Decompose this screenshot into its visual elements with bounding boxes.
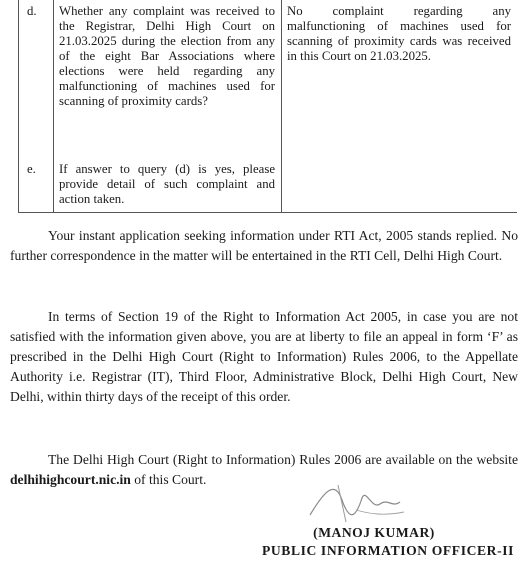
appeal-paragraph xyxy=(10,307,518,407)
table-column-divider xyxy=(53,0,54,212)
handwritten-signature xyxy=(300,470,410,530)
rules-text: The Delhi High Court (Right to Information) Rules 2006 are available on the website xyxy=(48,452,518,467)
rules-availability-paragraph xyxy=(10,450,518,490)
row-d-number: d. xyxy=(27,4,37,18)
row-d-query: Whether any complaint was received to the Registrar, Delhi High Court on 21.03.2025 during the election from any of the eight Bar Associations where elections were held regarding any malfunctioning of machines used for scanning of proximity cards? xyxy=(59,4,275,108)
table-column-divider xyxy=(281,0,282,212)
officer-name: (MANOJ KUMAR) xyxy=(313,525,435,540)
row-d-reply: No complaint regarding any malfunctioning of machines used for scanning of proximity cards was received in this Court on 21.03.2025. xyxy=(287,4,511,63)
row-e-number: e. xyxy=(27,162,36,176)
rules-text-end: of this Court. xyxy=(130,472,207,487)
website-link[interactable]: delhihighcourt.nic.in xyxy=(10,472,131,487)
reply-status-paragraph xyxy=(10,226,518,266)
reply-status-text: Your instant application seeking information under RTI Act, 2005 stands replied. No further correspondence in the matter will be entertained in the RTI Cell, Delhi High Court. xyxy=(10,228,518,263)
rti-reply-table xyxy=(18,0,517,213)
officer-title: PUBLIC INFORMATION OFFICER-II xyxy=(261,543,514,558)
row-e-query: If answer to query (d) is yes, please provide detail of such complaint and action taken. xyxy=(59,162,275,206)
appeal-text: In terms of Section 19 of the Right to Information Act 2005, in case you are not satisfied with the information given above, you are at liberty to file an appeal in form ‘F’ as prescribed in the Delhi High Court (Right to Information) Rules 2006, to the Appellate Authority i.e. Registrar (IT), Third Floor, Administrative Block, Delhi High Court, New Delhi, within thirty days of the receipt of this order. xyxy=(10,309,518,404)
